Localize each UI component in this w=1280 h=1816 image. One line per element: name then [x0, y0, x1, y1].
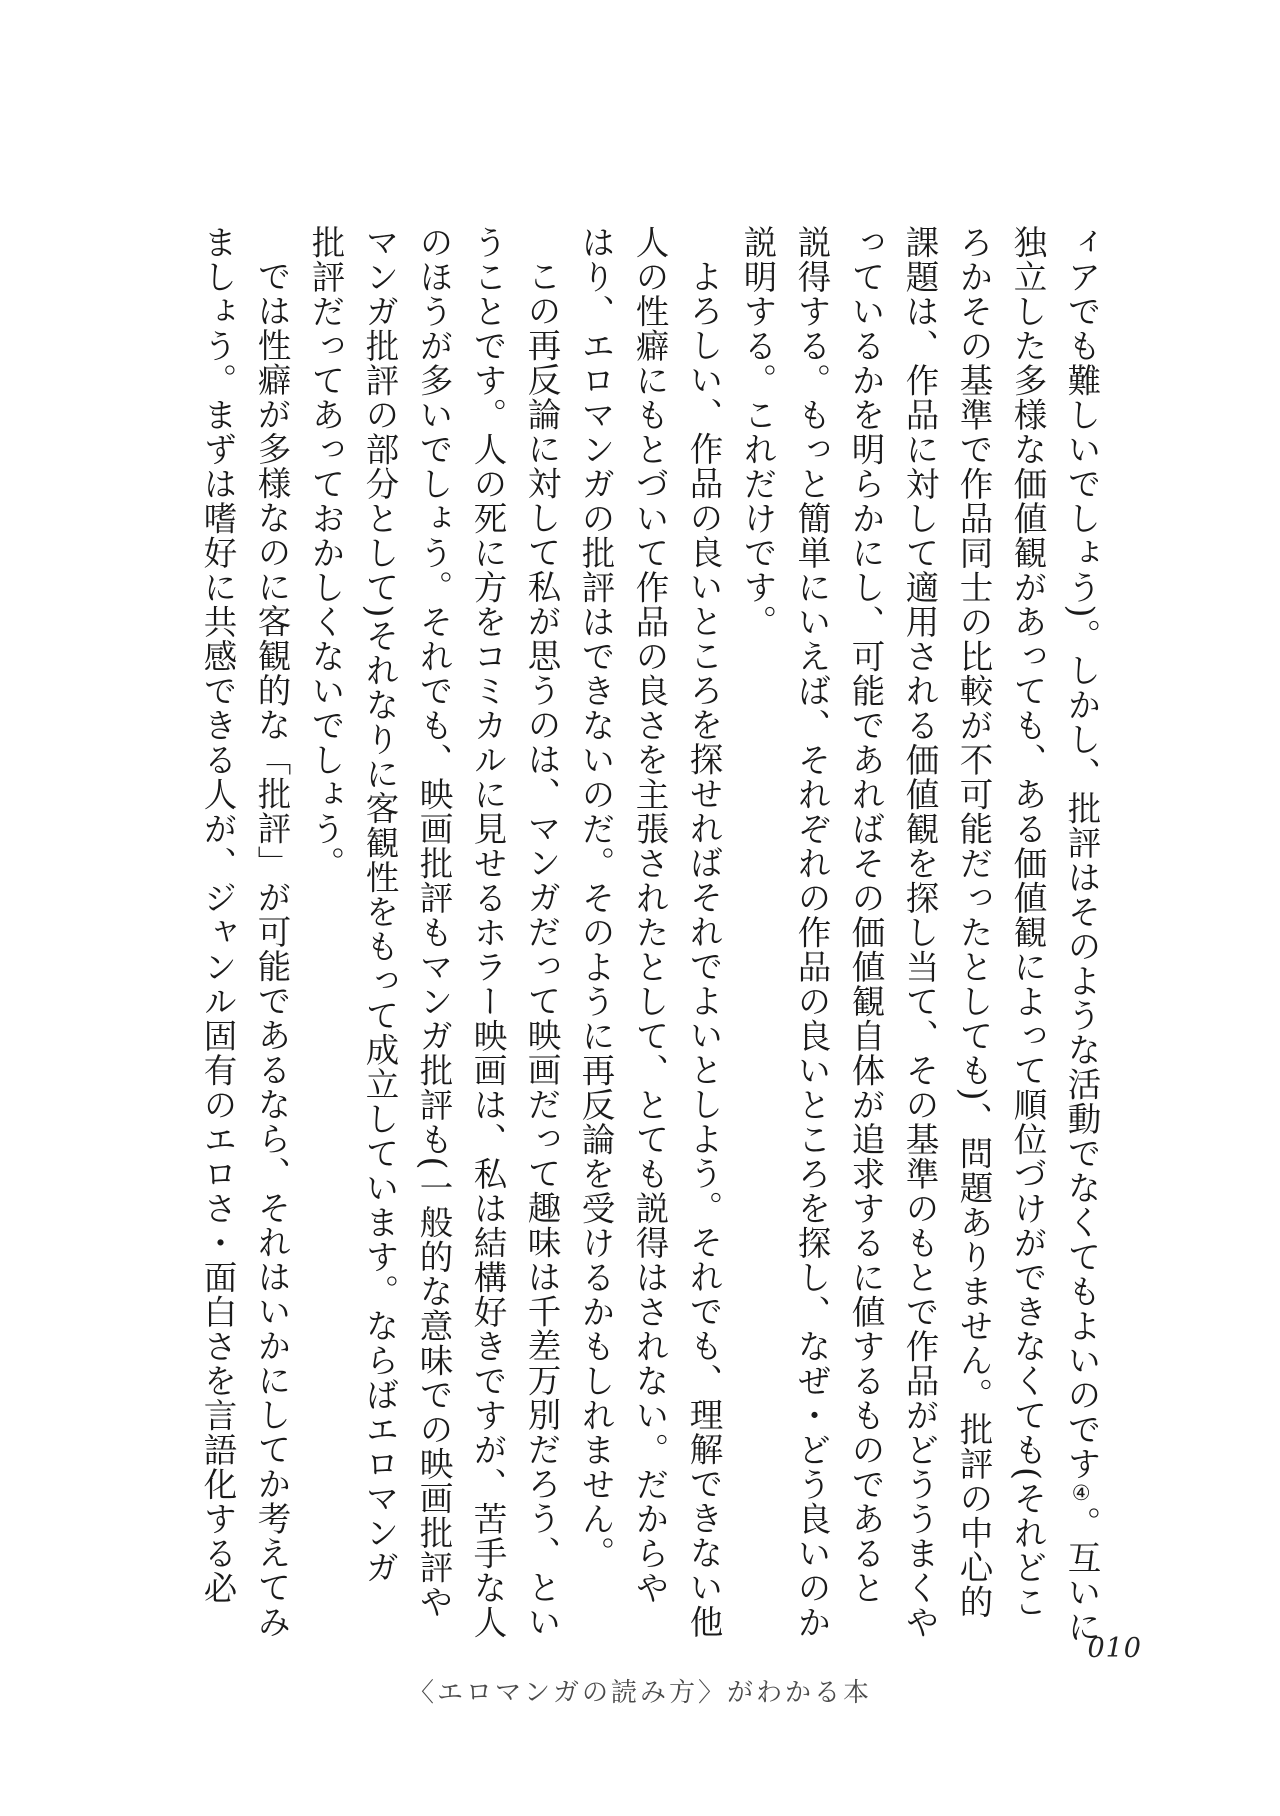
text-line: ろかその基準で作品同士の比較が不可能だったとしても)、問題ありません。批評の中心的: [954, 225, 993, 1620]
paragraph: [730, 225, 1108, 1645]
text-line: 批評だってあっておかしくないでしょう。: [306, 225, 345, 881]
paragraph: [568, 225, 730, 1639]
text-line: 説明する。これだけです。: [738, 225, 777, 639]
footnote-marker: ④: [1069, 1481, 1093, 1507]
text-line: うことです。人の死に方をコミカルに見せるホラー映画は、私は結構好きですが、苦手な人: [468, 225, 507, 1640]
text-line: よろしい、作品の良いところを探せればそれでよいとしよう。それでも、理解できない他: [684, 258, 723, 1639]
text-line: っているかを明らかにし、可能であればその価値観自体が追求するに値するものであると: [846, 225, 885, 1605]
text-line: 説得する。もっと簡単にいえば、それぞれの作品の良いところを探し、なぜ・どう良いのか: [792, 225, 831, 1640]
text-line: 独立した多様な価値観があっても、ある価値観によって順位づけができなくても(それどこ: [1008, 225, 1047, 1620]
text-line: では性癖が多様なのに客観的な「批評」が可能であるなら、それはいかにしてか考えてみ: [252, 258, 291, 1639]
text-line: 人の性癖にもとづいて作品の良さを主張されたとして、とても説得はされない。だからや: [630, 225, 669, 1605]
text-line: 課題は、作品に対して適用される価値観を探し当て、その基準のもとで作品がどううまくや: [900, 225, 939, 1640]
body-text: [178, 225, 1108, 1645]
text-line: ましょう。まずは嗜好に共感できる人が、ジャンル固有のエロさ・面白さを言語化する必: [198, 225, 237, 1605]
text-line: ィアでも難しいでしょう)。しかし、批評はそのような活動でなくてもよいのです④。互いに: [1062, 225, 1101, 1645]
page-number: 010: [1087, 1633, 1142, 1664]
paragraph: [190, 225, 298, 1639]
running-title: 〈エロマンガの読み方〉がわかる本: [407, 1678, 872, 1708]
paragraph: [298, 225, 568, 1640]
text-line: この再反論に対して私が思うのは、マンガだって映画だって趣味は千差万別だろう、とい: [522, 258, 561, 1639]
text-line: のほうが多いでしょう。それでも、映画批評もマンガ批評も(一般的な意味での映画批評や: [414, 225, 453, 1620]
text-line: はり、エロマンガの批評はできないのだ。そのように再反論を受けるかもしれません。: [576, 225, 615, 1571]
text-line: マンガ批評の部分として)それなりに客観性をもって成立しています。ならばエロマンガ: [360, 225, 399, 1585]
